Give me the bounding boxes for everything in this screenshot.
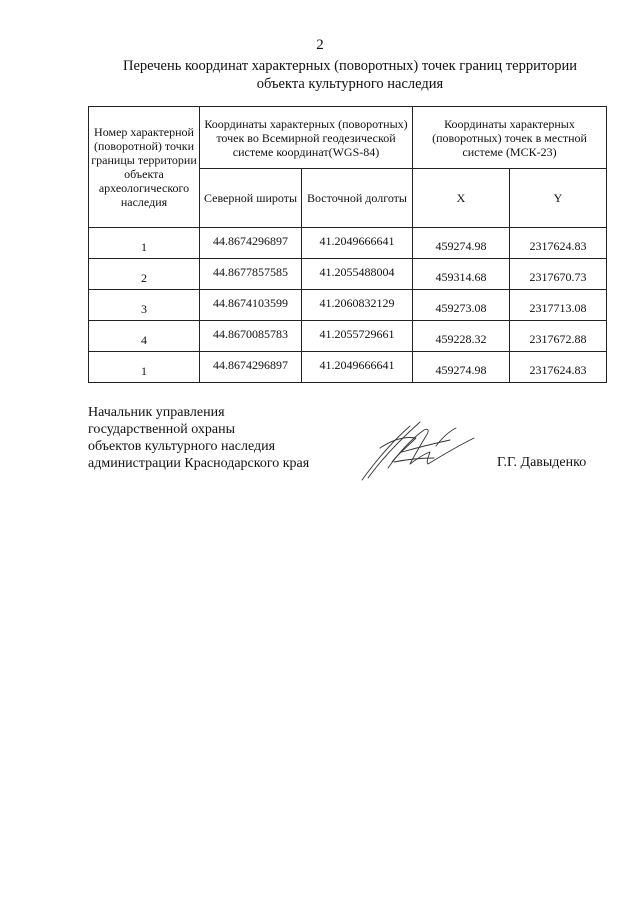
title-line-2: объекта культурного наследия (256, 76, 444, 92)
document-title (60, 57, 640, 93)
cell-y: 2317624.83 (510, 228, 607, 259)
position-line-3: объектов культурного наследия (88, 439, 276, 454)
cell-latitude: 44.8674103599 (200, 290, 302, 321)
subheader-x: X (413, 169, 510, 228)
table-row (89, 228, 607, 259)
subheader-latitude: Северной широты (200, 169, 302, 228)
cell-longitude: 41.2055488004 (302, 259, 413, 290)
cell-latitude: 44.8677857585 (200, 259, 302, 290)
cell-point-number: 3 (89, 290, 200, 321)
cell-x: 459273.08 (413, 290, 510, 321)
position-line-4: администрации Краснодарского края (88, 456, 310, 471)
signatory-position (88, 404, 309, 472)
header-point-number: Номер характерной (поворотной) точки границы территории объекта археологического наследия (89, 107, 200, 228)
position-line-2: государственной охраны (88, 422, 236, 437)
cell-longitude: 41.2049666641 (302, 228, 413, 259)
cell-y: 2317670.73 (510, 259, 607, 290)
subheader-longitude: Восточной долготы (302, 169, 413, 228)
coordinates-table (88, 106, 607, 383)
cell-longitude: 41.2060832129 (302, 290, 413, 321)
signer-name: Г.Г. Давыденко (497, 455, 587, 470)
title-line-1: Перечень координат характерных (поворотных) точек границ территории (122, 58, 578, 74)
cell-x: 459274.98 (413, 228, 510, 259)
cell-y: 2317672.88 (510, 321, 607, 352)
table-row (89, 352, 607, 383)
cell-latitude: 44.8674296897 (200, 228, 302, 259)
table-row (89, 290, 607, 321)
cell-point-number: 2 (89, 259, 200, 290)
table-row (89, 321, 607, 352)
cell-latitude: 44.8674296897 (200, 352, 302, 383)
cell-longitude: 41.2049666641 (302, 352, 413, 383)
cell-point-number: 1 (89, 228, 200, 259)
handwritten-signature (358, 418, 478, 482)
position-line-1: Начальник управления (88, 405, 225, 420)
cell-y: 2317713.08 (510, 290, 607, 321)
cell-latitude: 44.8670085783 (200, 321, 302, 352)
cell-point-number: 4 (89, 321, 200, 352)
header-wgs84: Координаты характерных (поворотных) точек во Всемирной геодезической системе координат(WGS-84) (200, 107, 413, 169)
page-number: 2 (316, 37, 324, 53)
table-row (89, 259, 607, 290)
header-msk23: Координаты характерных (поворотных) точек в местной системе (МСК-23) (413, 107, 607, 169)
cell-x: 459274.98 (413, 352, 510, 383)
cell-y: 2317624.83 (510, 352, 607, 383)
cell-longitude: 41.2055729661 (302, 321, 413, 352)
cell-x: 459228.32 (413, 321, 510, 352)
subheader-y: Y (510, 169, 607, 228)
cell-point-number: 1 (89, 352, 200, 383)
cell-x: 459314.68 (413, 259, 510, 290)
